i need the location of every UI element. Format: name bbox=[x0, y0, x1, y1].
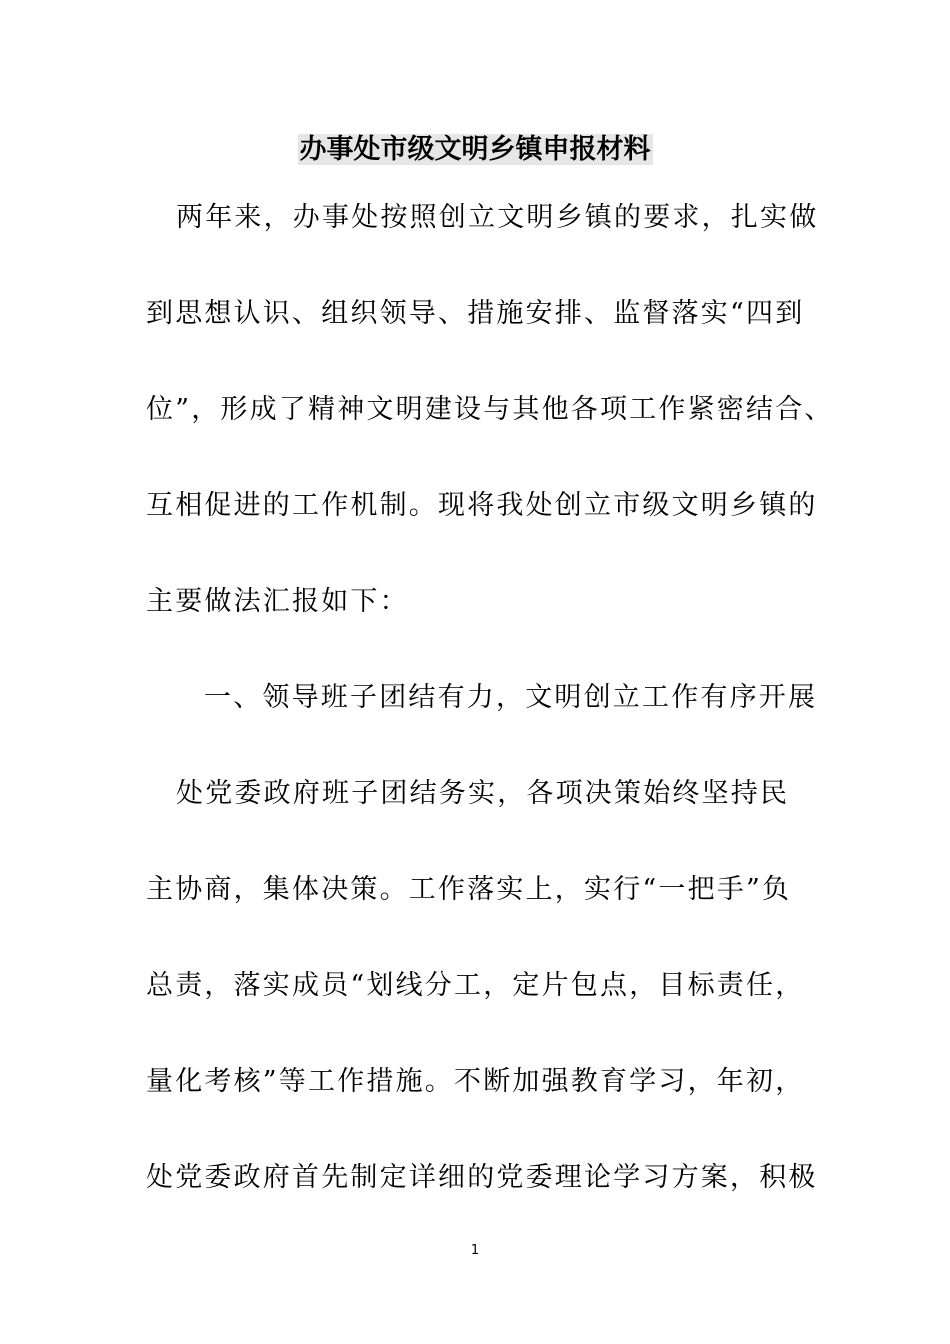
body-line: 量化考核”等工作措施。不断加强教育学习，年初， bbox=[146, 1066, 805, 1097]
body-line: 到思想认识、组织领导、措施安排、监督落实“四到 bbox=[146, 298, 805, 329]
body-line: 处党委政府班子团结务实，各项决策始终坚持民 bbox=[176, 778, 790, 809]
body-line: 两年来，办事处按照创立文明乡镇的要求，扎实做 bbox=[176, 202, 819, 233]
body-line: 处党委政府首先制定详细的党委理论学习方案，积极 bbox=[146, 1162, 818, 1193]
body-line: 互相促进的工作机制。现将我处创立市级文明乡镇的 bbox=[146, 490, 818, 521]
body-line: 主协商，集体决策。工作落实上，实行“一把手”负 bbox=[146, 874, 792, 905]
body-line: 位”，形成了精神文明建设与其他各项工作紧密结合、 bbox=[146, 394, 834, 425]
page-number: 1 bbox=[470, 1243, 480, 1258]
body-line: 总责，落实成员“划线分工，定片包点，目标责任， bbox=[146, 970, 805, 1001]
document-body bbox=[146, 170, 836, 1226]
document-title bbox=[0, 128, 950, 172]
document-title-text: 办事处市级文明乡镇申报材料 bbox=[299, 134, 651, 165]
section-heading: 一、领导班子团结有力，文明创立工作有序开展 bbox=[204, 682, 818, 713]
body-line: 主要做法汇报如下： bbox=[146, 586, 409, 617]
